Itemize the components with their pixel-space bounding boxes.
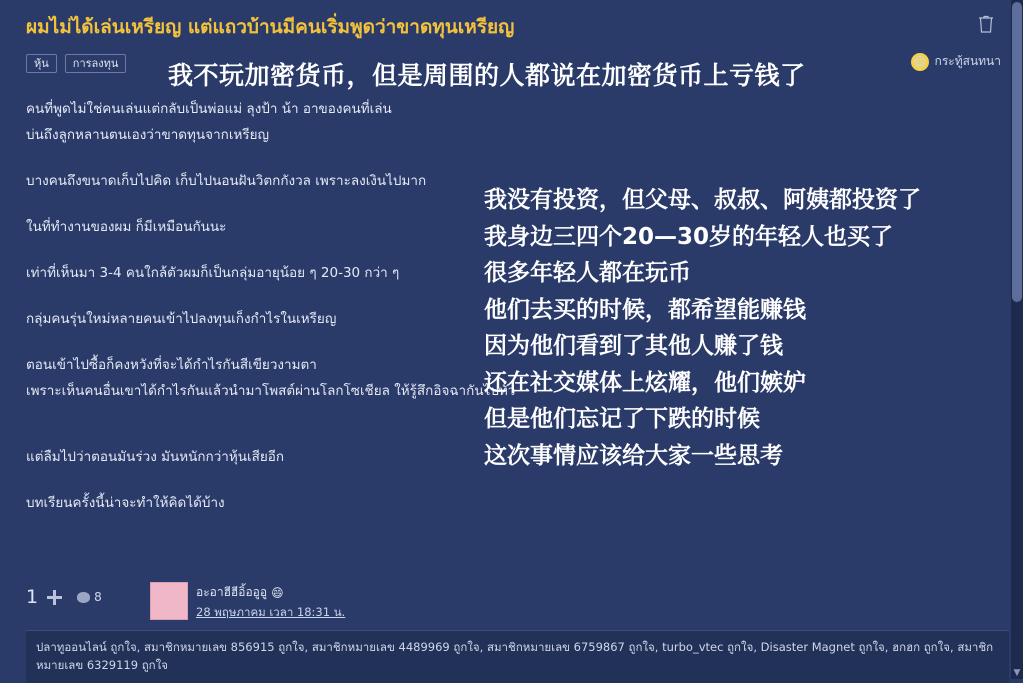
- post-paragraph-0: คนที่พูดไม่ใช่คนเล่นแต่กลับเป็นพ่อแม่ ลุงป้า น้า อาของคนที่เล่น: [26, 101, 392, 117]
- overlay-headline: 我不玩加密货币，但是周围的人都说在加密货币上亏钱了: [168, 61, 806, 90]
- comment-count-chip[interactable]: [77, 590, 102, 604]
- overlay-line-5: 还在社交媒体上炫耀，他们嫉妒: [484, 369, 806, 396]
- comment-item: [150, 582, 345, 622]
- scrollbar-thumb[interactable]: [1012, 2, 1022, 302]
- post-paragraph-9: บทเรียนครั้งนี้น่าจะทำให้คิดได้บ้าง: [26, 495, 225, 511]
- comment-bubble-icon: [77, 592, 90, 603]
- commenter-name-row: [196, 583, 345, 602]
- comment-timestamp[interactable]: 28 พฤษภาคม เวลา 18:31 น.: [196, 605, 346, 619]
- overlay-translation-block: [484, 182, 1023, 474]
- commenter-avatar[interactable]: [150, 582, 188, 620]
- trash-icon[interactable]: [977, 14, 995, 34]
- post-paragraph-3: ในที่ทำงานของผม ก็มีเหมือนกันนะ: [26, 219, 227, 235]
- post-paragraph-4: เท่าที่เห็นมา 3-4 คนใกล้ตัวผมก็เป็นกลุ่มอายุน้อย ๆ 20-30 กว่า ๆ: [26, 265, 400, 281]
- page-title: ผมไม่ได้เล่นเหรียญ แต่แถวบ้านมีคนเริ่มพูดว่าขาดทุนเหรียญ: [26, 16, 515, 38]
- overlay-line-6: 但是他们忘记了下跌的时候: [484, 406, 760, 432]
- post-paragraph-6: ตอนเข้าไปซื้อก็คงหวังที่จะได้กำไรกันสีเขียวงามตา: [26, 357, 317, 373]
- overlay-line-4: 因为他们看到了其他人赚了钱: [484, 333, 783, 359]
- author-label: กระทู้สนทนา: [934, 54, 1001, 68]
- post-header: [0, 0, 1023, 40]
- overlay-line-0: 我没有投资，但父母、叔叔、阿姨都投资了: [484, 187, 921, 213]
- commenter-meta: [196, 582, 345, 622]
- author-box: [911, 52, 1001, 71]
- overlay-line-3: 他们去买的时候，都希望能赚钱: [484, 296, 806, 323]
- vote-row: [26, 586, 102, 608]
- tag-chip-1[interactable]: การลงทุน: [65, 54, 127, 73]
- commenter-name[interactable]: อะอาฮีฮีอิ้ออูอู: [196, 585, 268, 599]
- avatar: 😄: [911, 53, 929, 71]
- overlay-line-7: 这次事情应该给大家一些思考: [484, 442, 783, 469]
- overlay-line-2: 很多年轻人都在玩币: [484, 260, 691, 286]
- likes-bar: ปลาทูออนไลน์ ถูกใจ, สมาชิกหมายเลข 856915 ถูกใจ, สมาชิกหมายเลข 4489969 ถูกใจ, สมาชิกหมายเลข 6759867 ถูกใจ, turbo_vtec ถูกใจ, Disaster Magnet ถูกใจ, ฮกฮก ถูกใจ, สมาชิกหมายเลข 6329119 ถูกใจ: [26, 630, 1009, 683]
- smiley-icon: 😄: [271, 585, 284, 600]
- scrollbar[interactable]: [1011, 0, 1023, 679]
- post-paragraph-2: บางคนถึงขนาดเก็บไปคิด เก็บไปนอนฝันวิตกกังวล เพราะลงเงินไปมาก: [26, 173, 427, 189]
- scroll-down-arrow[interactable]: ▼: [1013, 668, 1021, 678]
- post-paragraph-1: บ่นถึงลูกหลานตนเองว่าขาดทุนจากเหรียญ: [26, 127, 270, 143]
- post-paragraph-7: เพราะเห็นคนอื่นเขาได้กำไรกันแล้วนำมาโพสต์ผ่านโลกโซเชียล ให้รู้สึกอิจฉากันไปทั่ว: [26, 383, 516, 399]
- post-paragraph-5: กลุ่มคนรุ่นใหม่หลายคนเข้าไปลงทุนเก็งกำไรในเหรียญ: [26, 311, 337, 327]
- tag-chip-0[interactable]: หุ้น: [26, 54, 57, 73]
- post-paragraph-8: แต่ลืมไปว่าตอนมันร่วง มันหนักกว่าหุ้นเสียอีก: [26, 449, 285, 465]
- plus-icon[interactable]: [46, 589, 63, 606]
- overlay-line-1: 我身边三四个20—30岁的年轻人也买了: [484, 223, 894, 250]
- comment-count: 8: [94, 590, 102, 604]
- vote-count: 1: [26, 586, 39, 608]
